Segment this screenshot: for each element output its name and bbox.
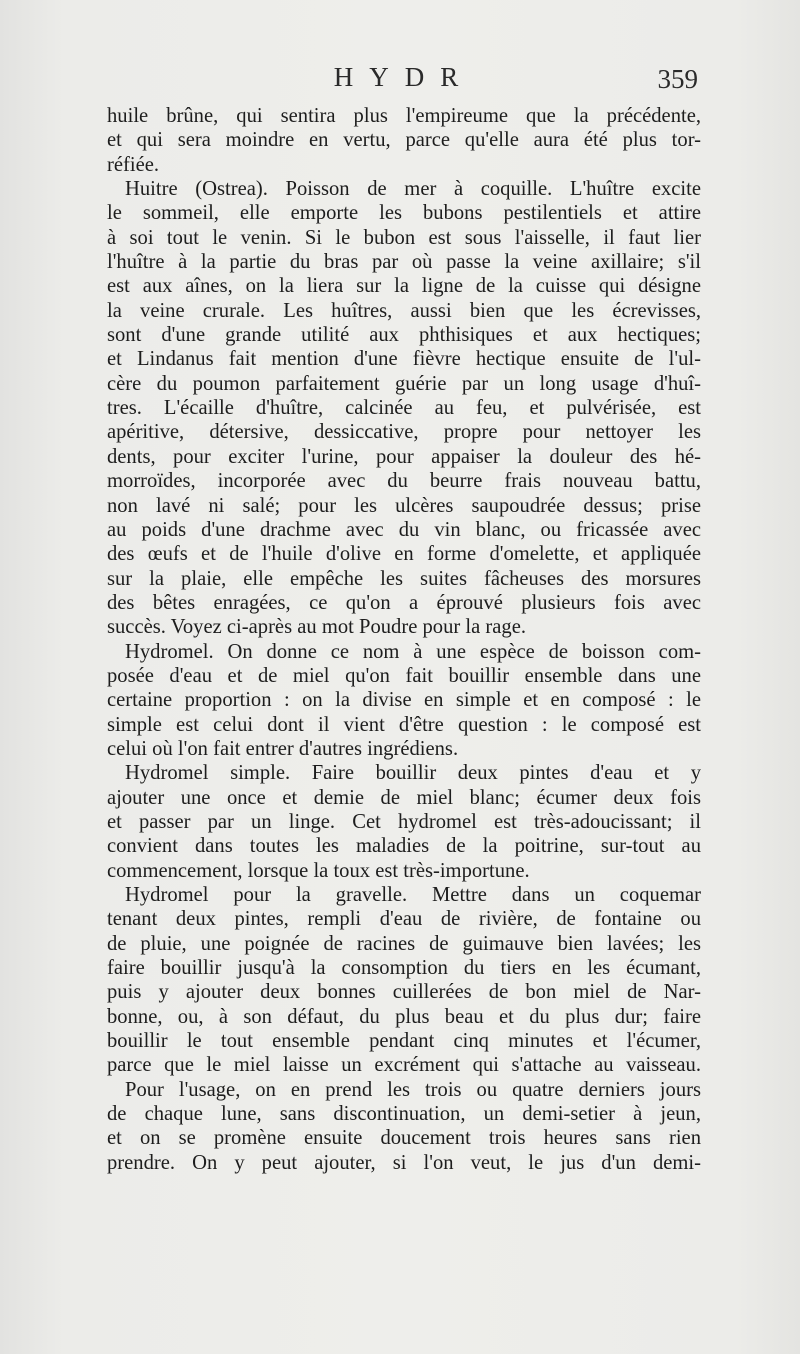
text-line: celui où l'on fait entrer d'autres ingrédiens.: [107, 737, 459, 760]
text-line: posée d'eau et de miel qu'on fait bouillir ensemble dans une: [107, 664, 701, 687]
text-line: le sommeil, elle emporte les bubons pestilentiels et attire: [107, 202, 701, 225]
text-line: dents, pour exciter l'urine, pour appaiser la douleur des hé-: [107, 445, 701, 468]
text-line: réfiée.: [107, 153, 160, 176]
text-line: morroïdes, incorporée avec du beurre frais nouveau battu,: [107, 470, 701, 493]
text-line: la veine crurale. Les huîtres, aussi bien que les écrevisses,: [107, 299, 701, 322]
text-line: Pour l'usage, on en prend les trois ou quatre derniers jours: [125, 1078, 701, 1101]
entry-heading-hydromel: Hydromel. On donne ce nom à une espèce de boisson com-: [125, 640, 701, 663]
text-line: cère du poumon parfaitement guérie par un long usage d'huî-: [107, 372, 701, 395]
text-line: de pluie, une poignée de racines de guimauve bien lavées; les: [107, 932, 701, 955]
text-line: l'huître à la partie du bras par où passe la veine axillaire; s'il: [107, 251, 701, 274]
text-line: ajouter une once et demie de miel blanc; écumer deux fois: [107, 786, 701, 809]
text-line: commencement, lorsque la toux est très-importune.: [107, 859, 530, 882]
text-line: faire bouillir jusqu'à la consomption du tiers en les écumant,: [107, 957, 701, 980]
text-line: tres. L'écaille d'huître, calcinée au feu, et pulvérisée, est: [107, 397, 701, 420]
text-line: est aux aînes, on la liera sur la ligne de la cuisse qui désigne: [107, 275, 701, 298]
text-line: sur la plaie, elle empêche les suites fâcheuses des morsures: [107, 567, 701, 590]
text-line: certaine proportion : on la divise en simple et en composé : le: [107, 689, 701, 712]
running-head: HYDR: [333, 62, 475, 92]
text-line: de chaque lune, sans discontinuation, un demi-setier à jeun,: [107, 1103, 701, 1126]
entry-heading-huitre: Huitre (Ostrea). Poisson de mer à coquille. L'huître excite: [125, 178, 701, 201]
text-line: et on se promène ensuite doucement trois heures sans rien: [107, 1127, 701, 1150]
page-header: [110, 62, 698, 102]
text-line: et Lindanus fait mention d'une fièvre hectique ensuite de l'ul-: [107, 348, 701, 371]
text-line: parce que le miel laisse un excrément qui s'attache au vaisseau.: [107, 1054, 701, 1077]
text-line: sont d'une grande utilité aux phthisiques et aux hectiques;: [107, 324, 701, 347]
text-line: convient dans toutes les maladies de la poitrine, sur-tout au: [107, 835, 701, 858]
text-line: prendre. On y peut ajouter, si l'on veut, le jus d'un demi-: [107, 1151, 701, 1174]
text-line: et passer par un linge. Cet hydromel est très-adoucissant; il: [107, 810, 701, 833]
text-line: apéritive, détersive, dessiccative, propre pour nettoyer les: [107, 421, 701, 444]
entry-heading-hydromel-gravelle: Hydromel pour la gravelle. Mettre dans un coquemar: [125, 884, 701, 906]
text-line: non lavé ni salé; pour les ulcères saupoudrée dessus; prise: [107, 494, 701, 517]
text-line: simple est celui dont il vient d'être question : le composé est: [107, 713, 701, 736]
text-line: bonne, ou, à son défaut, du plus beau et du plus dur; faire: [107, 1005, 701, 1028]
page-number: 359: [657, 64, 698, 94]
body-text: [107, 104, 701, 1175]
text-line: tenant deux pintes, rempli d'eau de rivière, de fontaine ou: [107, 908, 701, 931]
text-line: des bêtes enragées, ce qu'on a éprouvé plusieurs fois avec: [107, 591, 701, 614]
text-line: huile brûne, qui sentira plus l'empireume que la précédente,: [107, 105, 701, 127]
text-line: succès. Voyez ci-après au mot Poudre pour la rage.: [107, 616, 526, 639]
text-line: à soi tout le venin. Si le bubon est sous l'aisselle, il faut lier: [107, 226, 701, 249]
text-line: puis y ajouter deux bonnes cuillerées de bon miel de Nar-: [107, 981, 701, 1004]
text-line: et qui sera moindre en vertu, parce qu'elle aura été plus tor-: [107, 129, 701, 152]
text-line: au poids d'une drachme avec du vin blanc, ou fricassée avec: [107, 518, 701, 541]
text-line: des œufs et de l'huile d'olive en forme d'omelette, et appliquée: [107, 543, 701, 566]
entry-heading-hydromel-simple: Hydromel simple. Faire bouillir deux pintes d'eau et y: [125, 762, 701, 785]
text-line: bouillir le tout ensemble pendant cinq minutes et l'écumer,: [107, 1030, 701, 1053]
